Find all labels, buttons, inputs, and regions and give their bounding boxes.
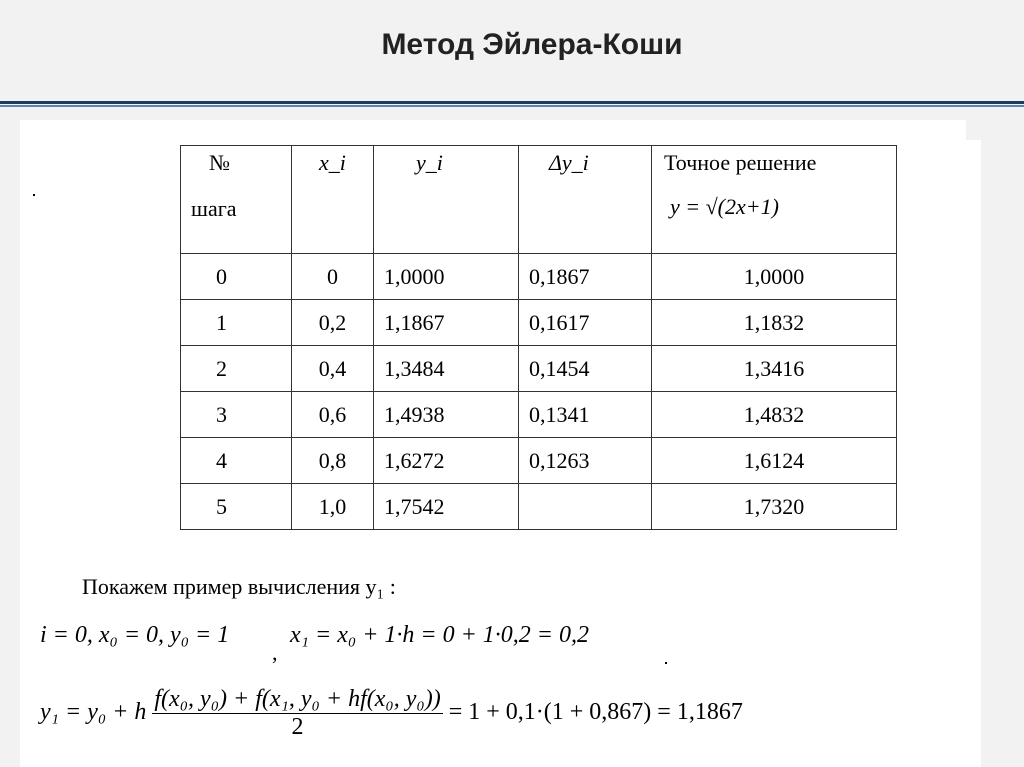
cell-dy: 0,1341: [519, 392, 652, 438]
cell-step: 5: [181, 484, 292, 530]
cell-y: 1,3484: [374, 346, 519, 392]
table-row: [181, 254, 897, 300]
cell-exact: 1,1832: [652, 300, 897, 346]
cell-x: 0: [292, 254, 374, 300]
cell-exact: 1,7320: [652, 484, 897, 530]
cell-x: 1,0: [292, 484, 374, 530]
header-yi: y_i: [374, 146, 519, 254]
y1-lhs: y₁ = y₀ + h: [40, 699, 147, 726]
cell-x: 0,2: [292, 300, 374, 346]
cell-dy: 0,1617: [519, 300, 652, 346]
header-xi: x_i: [292, 146, 374, 254]
cell-dy: 0,1867: [519, 254, 652, 300]
cell-y: 1,4938: [374, 392, 519, 438]
cell-step: 4: [181, 438, 292, 484]
title-divider: [0, 101, 1024, 104]
fraction-denominator: 2: [291, 714, 304, 740]
table-row: [181, 438, 897, 484]
cell-x: 0,4: [292, 346, 374, 392]
comma: ,: [272, 640, 278, 665]
results-table: [180, 145, 897, 530]
header-step-no: №: [209, 150, 230, 175]
table-header-row: [181, 146, 897, 254]
header-step: шага: [191, 196, 237, 221]
cell-step: 3: [181, 392, 292, 438]
cell-exact: 1,3416: [652, 346, 897, 392]
cell-step: 0: [181, 254, 292, 300]
table-row: [181, 346, 897, 392]
example-intro: Покажем пример вычисления y₁ :: [82, 574, 396, 599]
page-title: Метод Эйлера-Коши: [381, 28, 683, 61]
cell-exact: 1,4832: [652, 392, 897, 438]
period-dot: [665, 662, 667, 664]
example-x1-calc: x₁ = x₀ + 1·h = 0 + 1·0,2 = 0,2: [290, 622, 589, 648]
header-dyi: Δy_i: [519, 146, 652, 254]
example-initial-values: i = 0, x₀ = 0, y₀ = 1: [40, 622, 230, 648]
cell-y: 1,0000: [374, 254, 519, 300]
y1-result: = 1 + 0,1·(1 + 0,867) = 1,1867: [448, 699, 743, 726]
header-exact: Точное решение: [664, 150, 817, 175]
cell-step: 1: [181, 300, 292, 346]
stray-dot: [33, 194, 35, 196]
fraction-numerator: f(x₀, y₀) + f(x₁, y₀ + hf(x₀, y₀)): [154, 686, 441, 712]
example-y1-formula: [40, 686, 743, 741]
cell-exact: 1,6124: [652, 438, 897, 484]
cell-dy: 0,1454: [519, 346, 652, 392]
header-exact-formula: y = √(2x+1): [670, 194, 779, 219]
cell-y: 1,7542: [374, 484, 519, 530]
table-row: [181, 300, 897, 346]
cell-x: 0,8: [292, 438, 374, 484]
fraction: [152, 686, 442, 741]
cell-y: 1,6272: [374, 438, 519, 484]
title-divider-accent: [0, 105, 1024, 107]
table-row: [181, 392, 897, 438]
cell-y: 1,1867: [374, 300, 519, 346]
cell-exact: 1,0000: [652, 254, 897, 300]
cell-x: 0,6: [292, 392, 374, 438]
cell-dy: 0,1263: [519, 438, 652, 484]
cell-step: 2: [181, 346, 292, 392]
cell-dy: [519, 484, 652, 530]
table-row: [181, 484, 897, 530]
